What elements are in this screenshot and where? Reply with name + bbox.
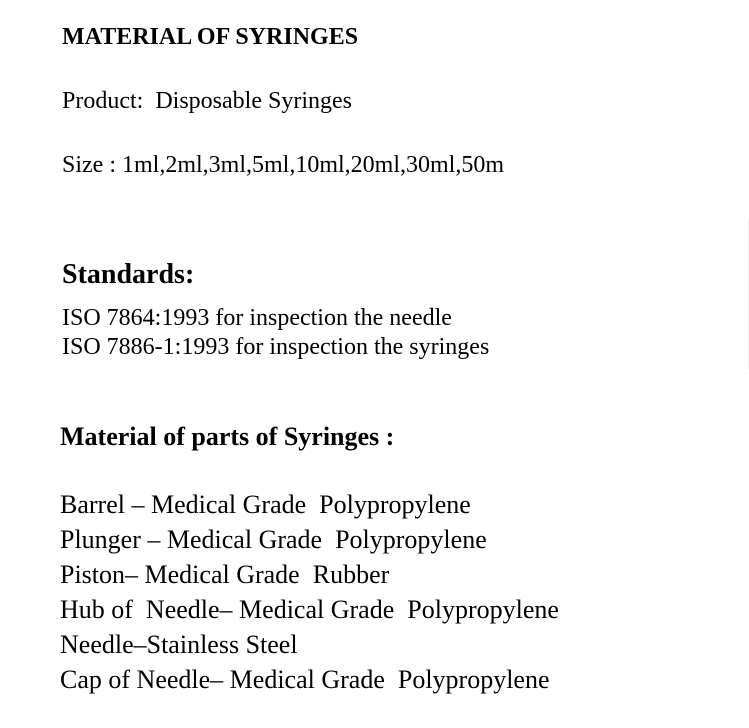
standard-item: ISO 7864:1993 for inspection the needle [62, 305, 452, 331]
product-line: Product: Disposable Syringes [62, 88, 352, 114]
standard-item: ISO 7886-1:1993 for inspection the syringes [62, 334, 490, 360]
part-item-needle: Needle–Stainless Steel [60, 630, 298, 659]
parts-list [60, 487, 559, 697]
part-item-barrel: Barrel – Medical Grade Polypropylene [60, 490, 471, 519]
part-item-cap-of-needle: Cap of Needle– Medical Grade Polypropylene [60, 665, 550, 694]
standards-heading: Standards: [62, 259, 195, 290]
part-item-hub-of-needle: Hub of Needle– Medical Grade Polypropylene [60, 595, 559, 624]
part-item-plunger: Plunger – Medical Grade Polypropylene [60, 525, 487, 554]
standards-list [62, 304, 489, 362]
part-item-piston: Piston– Medical Grade Rubber [60, 560, 390, 589]
document-title: MATERIAL OF SYRINGES [62, 24, 359, 50]
size-line: Size : 1ml,2ml,3ml,5ml,10ml,20ml,30ml,50m [62, 152, 505, 178]
parts-heading: Material of parts of Syringes : [60, 422, 395, 451]
